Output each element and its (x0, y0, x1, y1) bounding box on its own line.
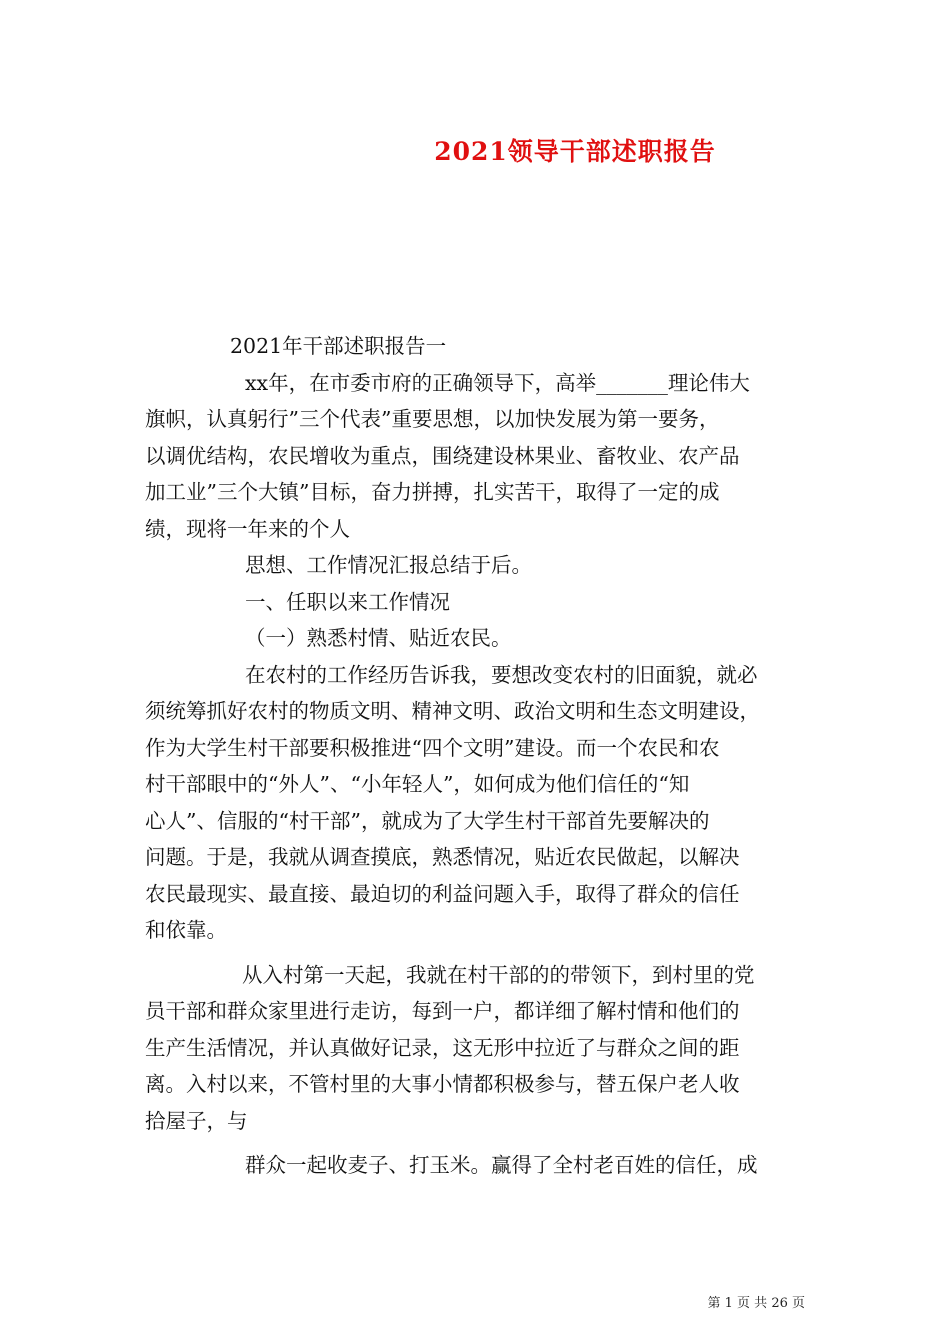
section-heading: 2021年干部述职报告一 (230, 334, 447, 358)
paragraph-line: 在农村的工作经历告诉我，要想改变农村的旧面貌，就必 (245, 662, 758, 687)
document-title: 2021领导干部述职报告 (434, 137, 716, 166)
paragraph-line: 绩，现将一年来的个人 (145, 516, 350, 541)
paragraph-line: 拾屋子，与 (145, 1108, 248, 1133)
section-heading: 一、任职以来工作情况 (245, 589, 450, 614)
paragraph-gap (145, 949, 825, 957)
paragraph-line: 作为大学生村干部要积极推进“四个文明”建设。而一个农民和农 (145, 735, 720, 760)
paragraph-line: 问题。于是，我就从调查摸底，熟悉情况，贴近农民做起，以解决 (145, 845, 740, 869)
page-number: 第 1 页 共 26 页 (707, 1296, 805, 1311)
paragraph-line: 以调优结构，农民增收为重点，围绕建设林果业、畜牧业、农产品 (145, 443, 740, 468)
paragraph-gap (145, 1139, 825, 1147)
paragraph-line: xx年，在市委市府的正确领导下，高举_______理论伟大 (245, 370, 750, 395)
paragraph-line: 思想、工作情况汇报总结于后。 (245, 553, 532, 577)
document-body (145, 328, 825, 1184)
subsection-heading: （一）熟悉村情、贴近农民。 (245, 626, 512, 650)
paragraph-line: 村干部眼中的“外人”、“小年轻人”，如何成为他们信任的“知 (145, 772, 690, 796)
paragraph-line: 生产生活情况，并认真做好记录，这无形中拉近了与群众之间的距 (145, 1035, 740, 1060)
paragraph-line: 从入村第一天起，我就在村干部的的带领下，到村里的党 (242, 962, 755, 987)
paragraph-line: 旗帜，认真躬行”三个代表”重要思想，以加快发展为第一要务， (145, 407, 720, 431)
paragraph-line: 群众一起收麦子、打玉米。赢得了全村老百姓的信任，成 (245, 1153, 758, 1177)
paragraph-line: 农民最现实、最直接、最迫切的利益问题入手，取得了群众的信任 (145, 881, 740, 906)
paragraph-line: 加工业”三个大镇”目标，奋力拼搏，扎实苦干，取得了一定的成 (145, 480, 720, 504)
paragraph-line: 和依靠。 (145, 918, 227, 942)
paragraph-line: 须统筹抓好农村的物质文明、精神文明、政治文明和生态文明建设， (145, 699, 760, 723)
paragraph-line: 心人”、信服的“村干部”，就成为了大学生村干部首先要解决的 (145, 808, 710, 833)
paragraph-line: 员干部和群众家里进行走访，每到一户，都详细了解村情和他们的 (145, 999, 740, 1023)
paragraph-line: 离。入村以来，不管村里的大事小情都积极参与，替五保户老人收 (145, 1072, 740, 1096)
